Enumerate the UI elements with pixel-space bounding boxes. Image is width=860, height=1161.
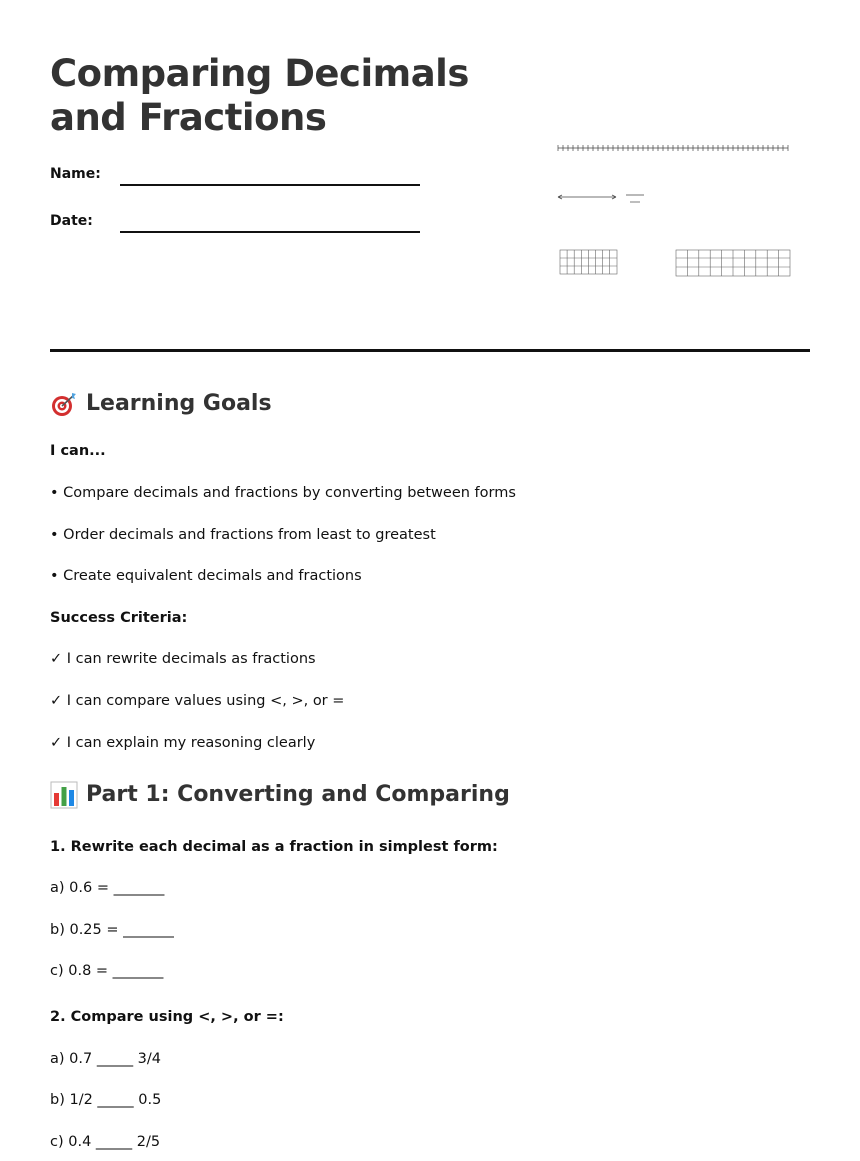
q2-item: b) 1/2 _____ 0.5 (50, 1092, 162, 1108)
q1-item: c) 0.8 = _______ (50, 963, 164, 979)
page-title (50, 52, 530, 140)
i-can-label: I can... (50, 443, 106, 459)
part1-title: Part 1: Converting and Comparing (86, 782, 510, 807)
criteria-item: ✓ I can compare values using <, >, or = (50, 693, 345, 709)
target-icon (50, 390, 78, 418)
large-table-thumbnail (676, 250, 790, 276)
worksheet-thumbnail-graphic (556, 140, 796, 285)
question-2: 2. Compare using <, >, or =: (50, 1009, 284, 1025)
goal-item: • Order decimals and fractions from least to greatest (50, 527, 436, 543)
learning-goals-title: Learning Goals (86, 391, 272, 416)
learning-goals-heading (50, 390, 272, 418)
date-label: Date: (50, 213, 93, 229)
success-criteria-label: Success Criteria: (50, 610, 188, 626)
criteria-item: ✓ I can explain my reasoning clearly (50, 735, 316, 751)
goal-item: • Compare decimals and fractions by converting between forms (50, 485, 516, 501)
q1-item: b) 0.25 = _______ (50, 922, 174, 938)
fraction-arrow-thumbnail (558, 195, 644, 202)
number-line-thumbnail (558, 145, 788, 151)
title-line-1: Comparing Decimals (50, 52, 469, 95)
question-1: 1. Rewrite each decimal as a fraction in simplest form: (50, 839, 498, 855)
small-table-thumbnail (560, 250, 617, 274)
q1-item: a) 0.6 = _______ (50, 880, 165, 896)
criteria-item: ✓ I can rewrite decimals as fractions (50, 651, 316, 667)
date-input-line[interactable] (120, 231, 420, 233)
bar-chart-icon (50, 781, 78, 809)
name-label: Name: (50, 166, 101, 182)
goal-item: • Create equivalent decimals and fractions (50, 568, 362, 584)
name-input-line[interactable] (120, 184, 420, 186)
title-line-2: and Fractions (50, 96, 327, 139)
part1-heading (50, 781, 510, 809)
q2-item: a) 0.7 _____ 3/4 (50, 1051, 162, 1067)
q2-item: c) 0.4 _____ 2/5 (50, 1134, 161, 1150)
section-divider (50, 349, 810, 352)
